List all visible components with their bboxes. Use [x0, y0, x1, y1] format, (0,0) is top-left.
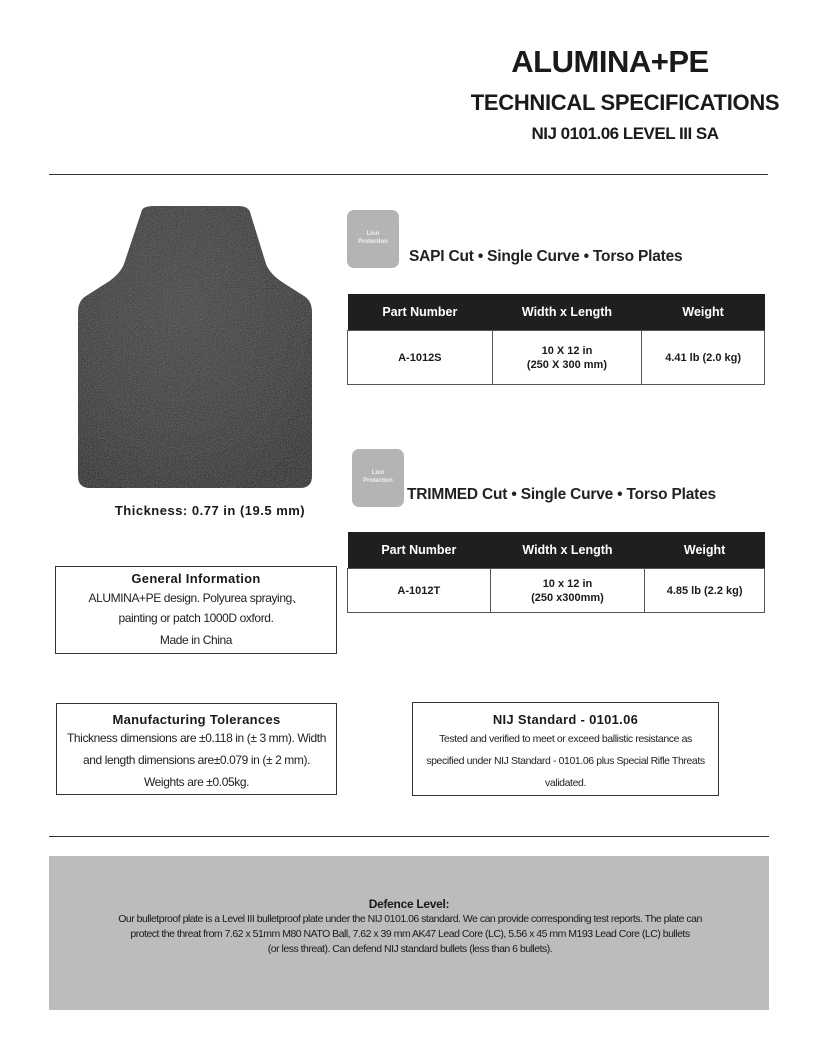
defence-level-title: Defence Level:: [368, 897, 450, 911]
trimmed-spec-table: [347, 532, 765, 613]
general-info-line: painting or patch 1000D oxford.: [118, 611, 274, 625]
size-line-inches: 10 x 12 in: [542, 577, 593, 590]
general-info-title: General Information: [131, 571, 261, 586]
general-info-box: [55, 566, 337, 654]
sapi-spec-table: [347, 294, 765, 385]
column-header-part-number: Part Number: [348, 532, 491, 569]
table-row: [348, 569, 765, 613]
defence-line: (or less threat). Can defend NIJ standard bullets (less than 6 bullets).: [267, 943, 553, 955]
nij-standard-box: [412, 702, 719, 796]
standard-label: NIJ 0101.06 LEVEL III SA: [531, 124, 719, 143]
table-row: [348, 331, 765, 385]
size-line-mm: (250 X 300 mm): [526, 358, 608, 371]
nij-line: Tested and verified to meet or exceed ballistic resistance as: [439, 733, 692, 745]
tolerances-line: Thickness dimensions are ±0.118 in (± 3 mm). Width: [66, 731, 327, 745]
footer-divider: [49, 836, 769, 837]
thickness-label: Thickness: 0.77 in (19.5 mm): [114, 503, 306, 518]
table-header-row: [348, 294, 765, 331]
column-header-weight: Weight: [645, 532, 765, 569]
column-header-size: Width x Length: [490, 532, 645, 569]
lion-protection-logo-icon: [347, 210, 399, 268]
page-title: ALUMINA+PE: [511, 44, 709, 79]
general-info-line: Made in China: [159, 633, 233, 647]
page-subtitle: TECHNICAL SPECIFICATIONS: [470, 90, 780, 115]
tolerances-title: Manufacturing Tolerances: [112, 712, 281, 727]
column-header-size: Width x Length: [492, 294, 642, 331]
logo-text-line2: Protection: [358, 239, 388, 245]
nij-line: specified under NIJ Standard - 0101.06 plus Special Rifle Threats: [426, 755, 705, 767]
general-info-line: ALUMINA+PE design. Polyurea spraying、: [88, 591, 304, 605]
trimmed-cut-line: TRIMMED Cut • Single Curve • Torso Plates: [407, 486, 716, 503]
column-header-weight: Weight: [642, 294, 765, 331]
defence-line: Our bulletproof plate is a Level III bulletproof plate under the NIJ 0101.06 standard. We can provide corresponding test reports. The plate can: [118, 913, 702, 925]
size-cell: [490, 569, 645, 613]
part-number-cell: A-1012T: [348, 569, 491, 613]
header-divider: [49, 174, 768, 175]
armor-plate-image: [72, 204, 318, 492]
lion-protection-logo-icon: [352, 449, 404, 507]
tolerances-line: and length dimensions are±0.079 in (± 2 mm).: [82, 753, 311, 767]
part-number-cell: A-1012S: [348, 331, 493, 385]
column-header-part-number: Part Number: [348, 294, 493, 331]
size-line-inches: 10 X 12 in: [541, 344, 593, 357]
sapi-cut-line: SAPI Cut • Single Curve • Torso Plates: [409, 248, 683, 265]
size-line-mm: (250 x300mm): [531, 591, 604, 604]
table-header-row: [348, 532, 765, 569]
size-cell: [492, 331, 642, 385]
nij-title: NIJ Standard - 0101.06: [492, 712, 639, 727]
nij-line: validated.: [545, 777, 586, 789]
defence-level-text: [104, 912, 716, 957]
manufacturing-tolerances-box: [56, 703, 337, 795]
tolerances-line: Weights are ±0.05kg.: [143, 775, 250, 789]
weight-cell: 4.41 lb (2.0 kg): [642, 331, 765, 385]
logo-text-line1: Lion: [371, 470, 385, 476]
weight-cell: 4.85 lb (2.2 kg): [645, 569, 765, 613]
logo-text-line1: Lion: [366, 231, 380, 237]
defence-line: protect the threat from 7.62 x 51mm M80 NATO Ball, 7.62 x 39 mm AK47 Lead Core (LC), 5.56 x 45 mm M193 Lead Core (LC) bullets: [130, 928, 690, 940]
logo-text-line2: Protection: [363, 478, 393, 484]
